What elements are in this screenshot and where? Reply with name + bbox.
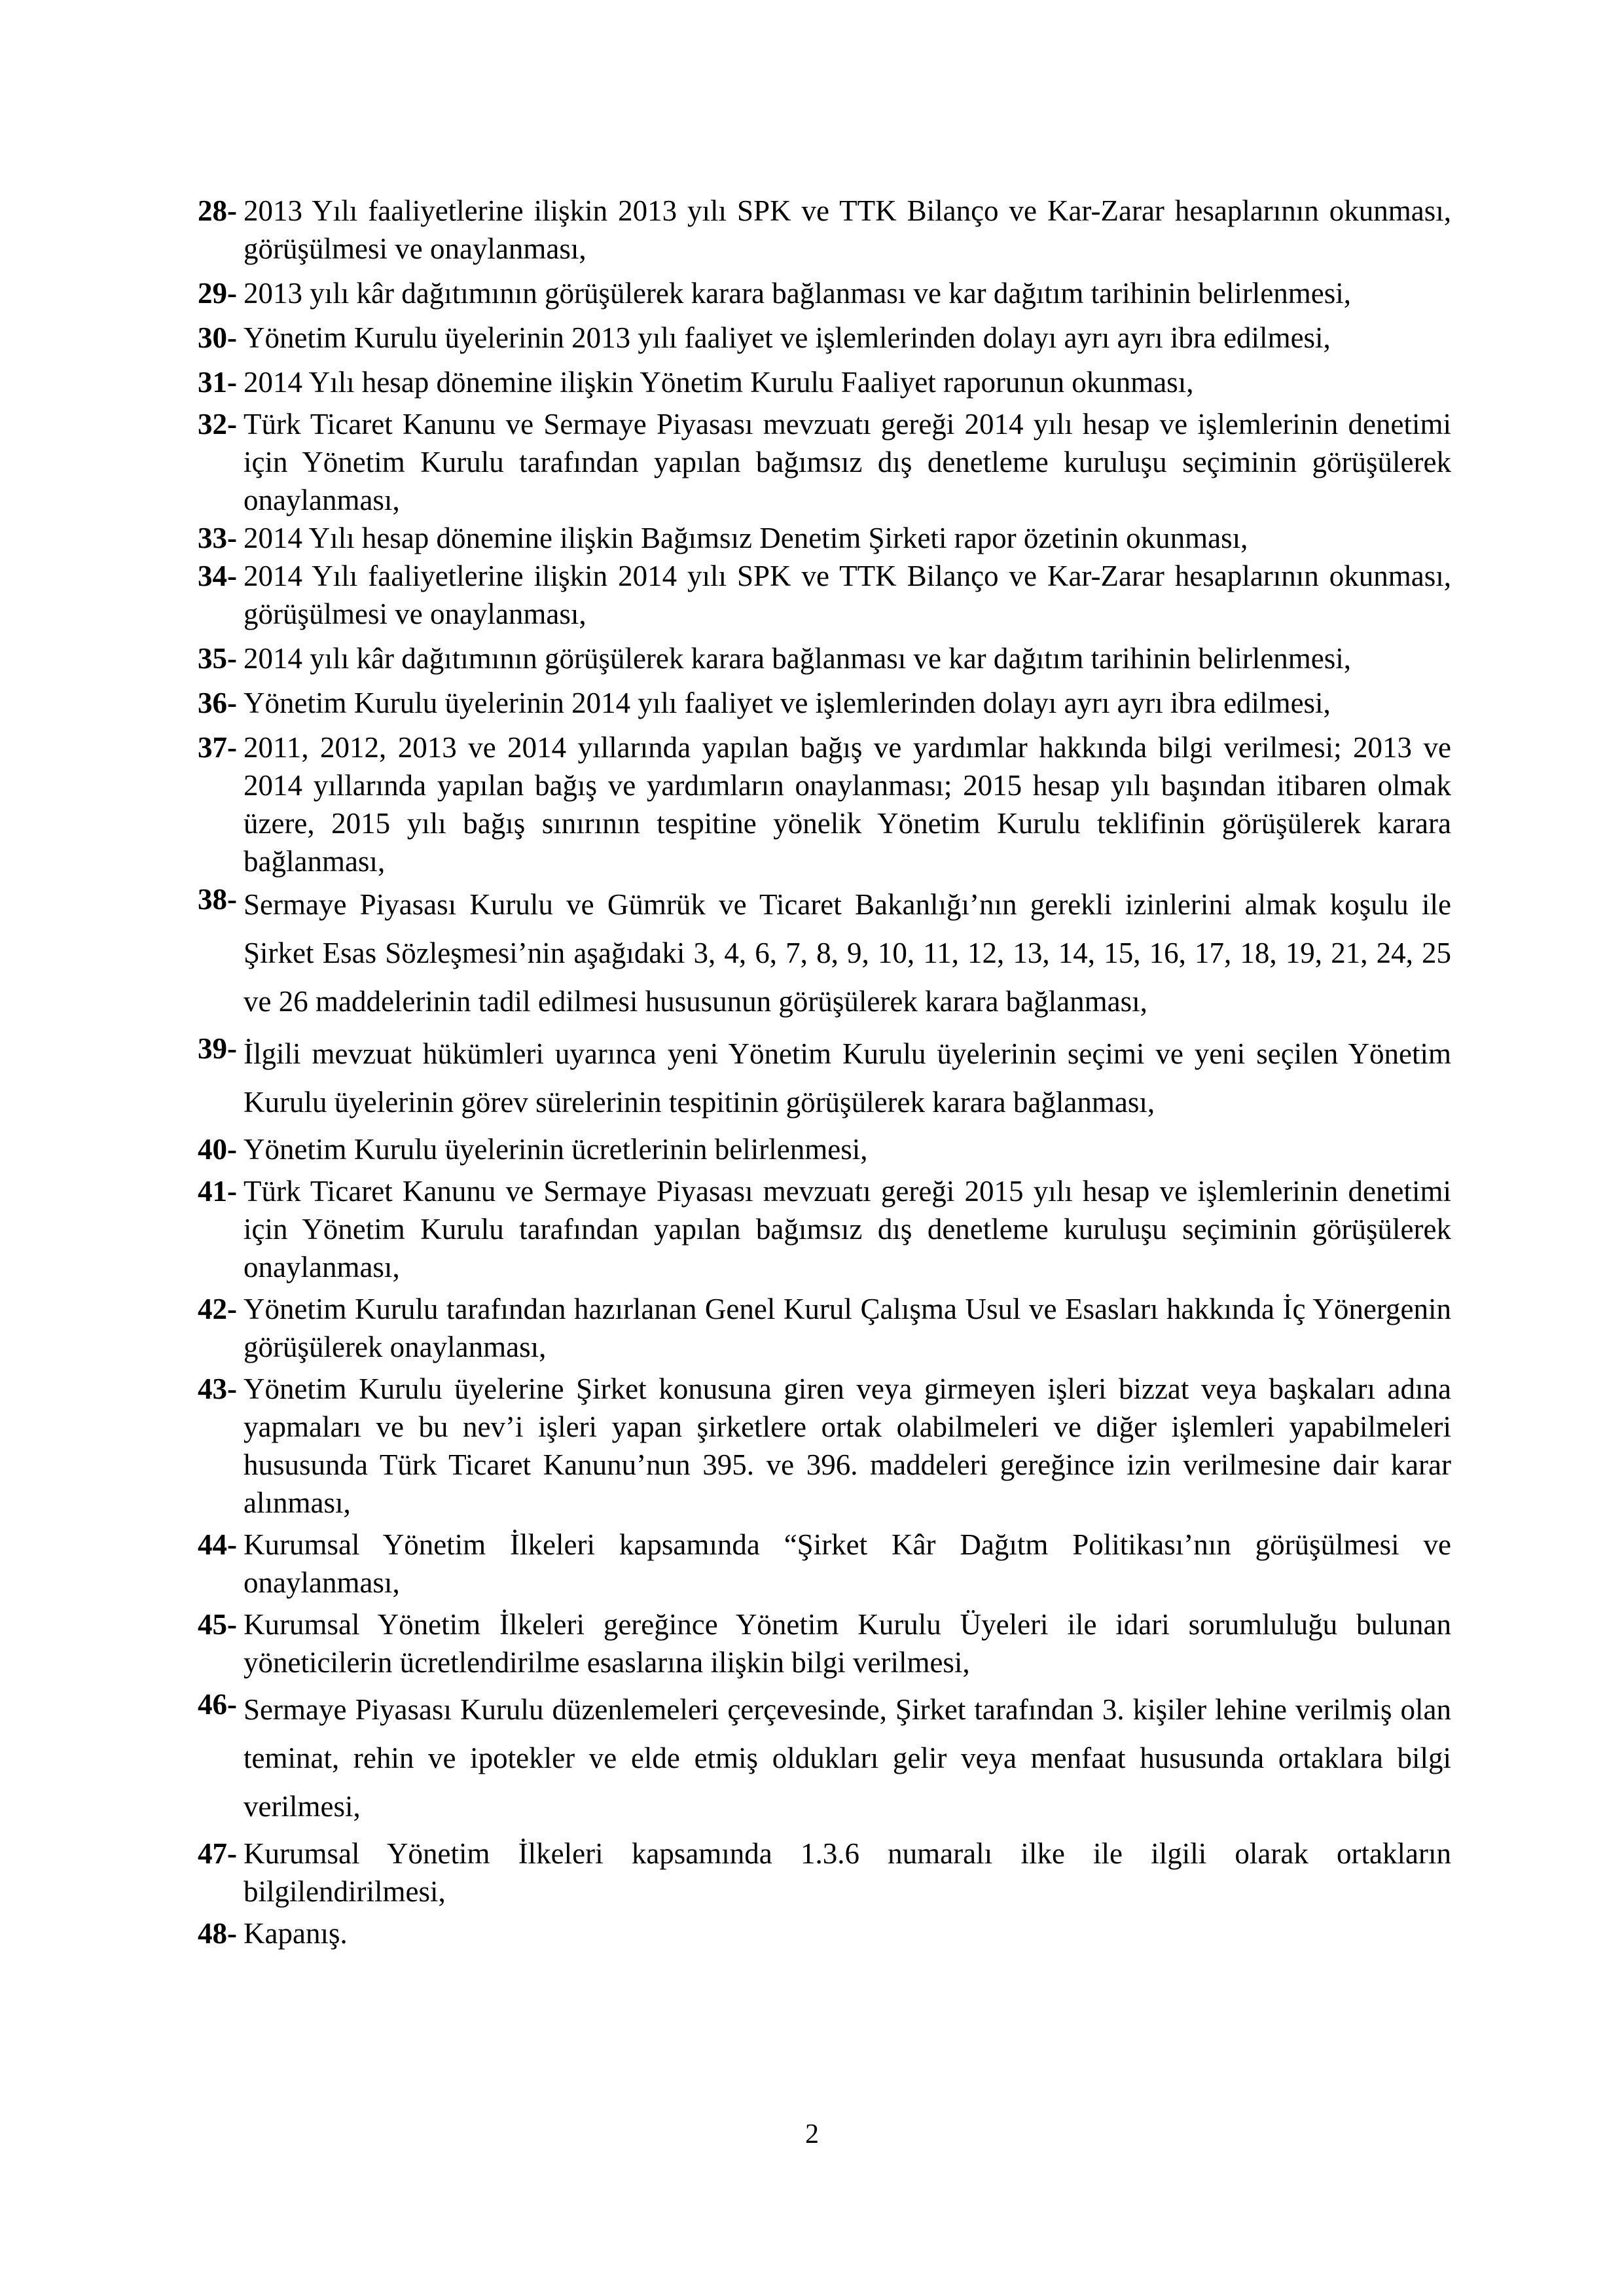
agenda-item-text: Sermaye Piyasası Kurulu ve Gümrük ve Ticaret Bakanlığı’nın gerekli izinlerini almak koşulu ile Şirket Esas Sözleşmesi’nin aşağıdaki 3, 4, 6, 7, 8, 9, 10, 11, 12, 13, 14, 15, 16, 17, 18, 19, 21, 24, 25 ve 26 maddelerinin tadil edilmesi hususunun görüşülerek karara bağlanması, — [244, 888, 1451, 1018]
agenda-item-number: 40- — [198, 1133, 237, 1166]
agenda-item-text: Kurumsal Yönetim İlkeleri gereğince Yönetim Kurulu Üyeleri ile idari sorumluluğu bulunan yöneticilerin ücretlendirilme esaslarına ilişkin bilgi verilmesi, — [244, 1608, 1451, 1679]
agenda-item-text: Sermaye Piyasası Kurulu düzenlemeleri çerçevesinde, Şirket tarafından 3. kişiler lehine verilmiş olan teminat, rehin ve ipotekler ve elde etmiş oldukları gelir veya menfaat hususunda ortaklara bilgi verilmesi, — [244, 1693, 1451, 1823]
agenda-item-text: Yönetim Kurulu üyelerinin 2013 yılı faaliyet ve işlemlerinden dolayı ayrı ayrı ibra edilmesi, — [244, 321, 1331, 354]
agenda-item-41 — [198, 1172, 1451, 1286]
agenda-item-number: 32- — [198, 408, 237, 440]
agenda-item-number: 29- — [198, 277, 237, 310]
agenda-item-31 — [198, 363, 1451, 401]
agenda-item-text: Yönetim Kurulu üyelerinin 2014 yılı faaliyet ve işlemlerinden dolayı ayrı ayrı ibra edilmesi, — [244, 687, 1331, 719]
agenda-item-number: 33- — [198, 522, 237, 554]
agenda-item-33 — [198, 519, 1451, 557]
agenda-item-47 — [198, 1835, 1451, 1910]
agenda-item-number: 30- — [198, 321, 237, 354]
agenda-item-number: 39- — [198, 1032, 237, 1065]
agenda-item-number: 36- — [198, 687, 237, 719]
agenda-item-text: Yönetim Kurulu üyelerine Şirket konusuna giren veya girmeyen işleri bizzat veya başkaları adına yapmaları ve bu nev’i işleri yapan şirketlere ortak olabilmeleri ve diğer işlemleri yapabilmeleri hususunda Türk Ticaret Kanunu’nun 395. ve 396. maddeleri gereğince izin verilmesine dair karar alınması, — [244, 1372, 1451, 1519]
agenda-item-text: Türk Ticaret Kanunu ve Sermaye Piyasası mevzuatı gereği 2015 yılı hesap ve işlemlerinin denetimi için Yönetim Kurulu tarafından yapılan bağımsız dış denetleme kuruluşu seçiminin görüşülerek onaylanması, — [244, 1175, 1451, 1283]
agenda-item-48 — [198, 1914, 1451, 1952]
agenda-item-number: 42- — [198, 1293, 237, 1325]
agenda-item-text: Yönetim Kurulu üyelerinin ücretlerinin belirlenmesi, — [244, 1133, 868, 1166]
agenda-item-39 — [198, 1030, 1451, 1126]
agenda-item-36 — [198, 684, 1451, 722]
agenda-item-number: 45- — [198, 1608, 237, 1641]
agenda-item-number: 41- — [198, 1175, 237, 1208]
page-number: 2 — [805, 2119, 819, 2149]
agenda-item-number: 34- — [198, 560, 237, 592]
agenda-item-text: Kurumsal Yönetim İlkeleri kapsamında “Şirket Kâr Dağıtm Politikası’nın görüşülmesi ve onaylanması, — [244, 1528, 1451, 1599]
agenda-item-text: 2014 Yılı faaliyetlerine ilişkin 2014 yılı SPK ve TTK Bilanço ve Kar-Zarar hesaplarının okunması, görüşülmesi ve onaylanması, — [244, 560, 1451, 630]
agenda-item-number: 47- — [198, 1837, 237, 1870]
agenda-item-text: 2011, 2012, 2013 ve 2014 yıllarında yapılan bağış ve yardımlar hakkında bilgi verilmesi; 2013 ve 2014 yıllarında yapılan bağış ve yardımların onaylanması; 2015 hesap yılı başından itibaren olmak üzere, 2015 yılı bağış sınırının tespitine yönelik Yönetim Kurulu teklifinin görüşülerek karara bağlanması, — [244, 731, 1451, 878]
agenda-item-text: 2013 yılı kâr dağıtımının görüşülerek karara bağlanması ve kar dağıtım tarihinin belirlenmesi, — [244, 277, 1352, 310]
agenda-item-44 — [198, 1526, 1451, 1602]
agenda-item-45 — [198, 1605, 1451, 1681]
agenda-item-35 — [198, 639, 1451, 677]
agenda-item-number: 44- — [198, 1528, 237, 1561]
agenda-item-38 — [198, 880, 1451, 1026]
agenda-item-number: 28- — [198, 194, 237, 227]
agenda-item-text: İlgili mevzuat hükümleri uyarınca yeni Yönetim Kurulu üyelerinin seçimi ve yeni seçilen Yönetim Kurulu üyelerinin görev sürelerinin tespitinin görüşülerek karara bağlanması, — [244, 1037, 1451, 1119]
agenda-list — [198, 192, 1451, 1952]
agenda-item-42 — [198, 1290, 1451, 1366]
agenda-item-34 — [198, 557, 1451, 633]
agenda-item-28 — [198, 192, 1451, 268]
agenda-item-40 — [198, 1130, 1451, 1168]
agenda-item-text: Yönetim Kurulu tarafından hazırlanan Genel Kurul Çalışma Usul ve Esasları hakkında İç Yönergenin görüşülerek onaylanması, — [244, 1293, 1451, 1363]
agenda-item-number: 37- — [198, 731, 237, 764]
agenda-item-number: 43- — [198, 1372, 237, 1405]
agenda-item-text: 2013 Yılı faaliyetlerine ilişkin 2013 yılı SPK ve TTK Bilanço ve Kar-Zarar hesaplarının okunması, görüşülmesi ve onaylanması, — [244, 194, 1451, 265]
agenda-item-37 — [198, 728, 1451, 880]
agenda-item-text: 2014 Yılı hesap dönemine ilişkin Yönetim Kurulu Faaliyet raporunun okunması, — [244, 366, 1194, 399]
agenda-item-text: Kapanış. — [244, 1917, 348, 1950]
agenda-item-29 — [198, 274, 1451, 312]
agenda-item-text: 2014 yılı kâr dağıtımının görüşülerek karara bağlanması ve kar dağıtım tarihinin belirlenmesi, — [244, 642, 1352, 675]
agenda-item-number: 38- — [198, 883, 237, 916]
agenda-item-30 — [198, 319, 1451, 357]
agenda-item-number: 31- — [198, 366, 237, 399]
agenda-item-43 — [198, 1370, 1451, 1522]
agenda-item-text: 2014 Yılı hesap dönemine ilişkin Bağımsız Denetim Şirketi rapor özetinin okunması, — [244, 522, 1248, 554]
agenda-item-32 — [198, 405, 1451, 519]
agenda-item-text: Kurumsal Yönetim İlkeleri kapsamında 1.3.6 numaralı ilke ile ilgili olarak ortakların bilgilendirilmesi, — [244, 1837, 1451, 1908]
agenda-item-text: Türk Ticaret Kanunu ve Sermaye Piyasası mevzuatı gereği 2014 yılı hesap ve işlemlerinin denetimi için Yönetim Kurulu tarafından yapılan bağımsız dış denetleme kuruluşu seçiminin görüşülerek onaylanması, — [244, 408, 1451, 516]
agenda-item-46 — [198, 1685, 1451, 1831]
agenda-item-number: 46- — [198, 1688, 237, 1721]
agenda-item-number: 35- — [198, 642, 237, 675]
agenda-item-number: 48- — [198, 1917, 237, 1950]
